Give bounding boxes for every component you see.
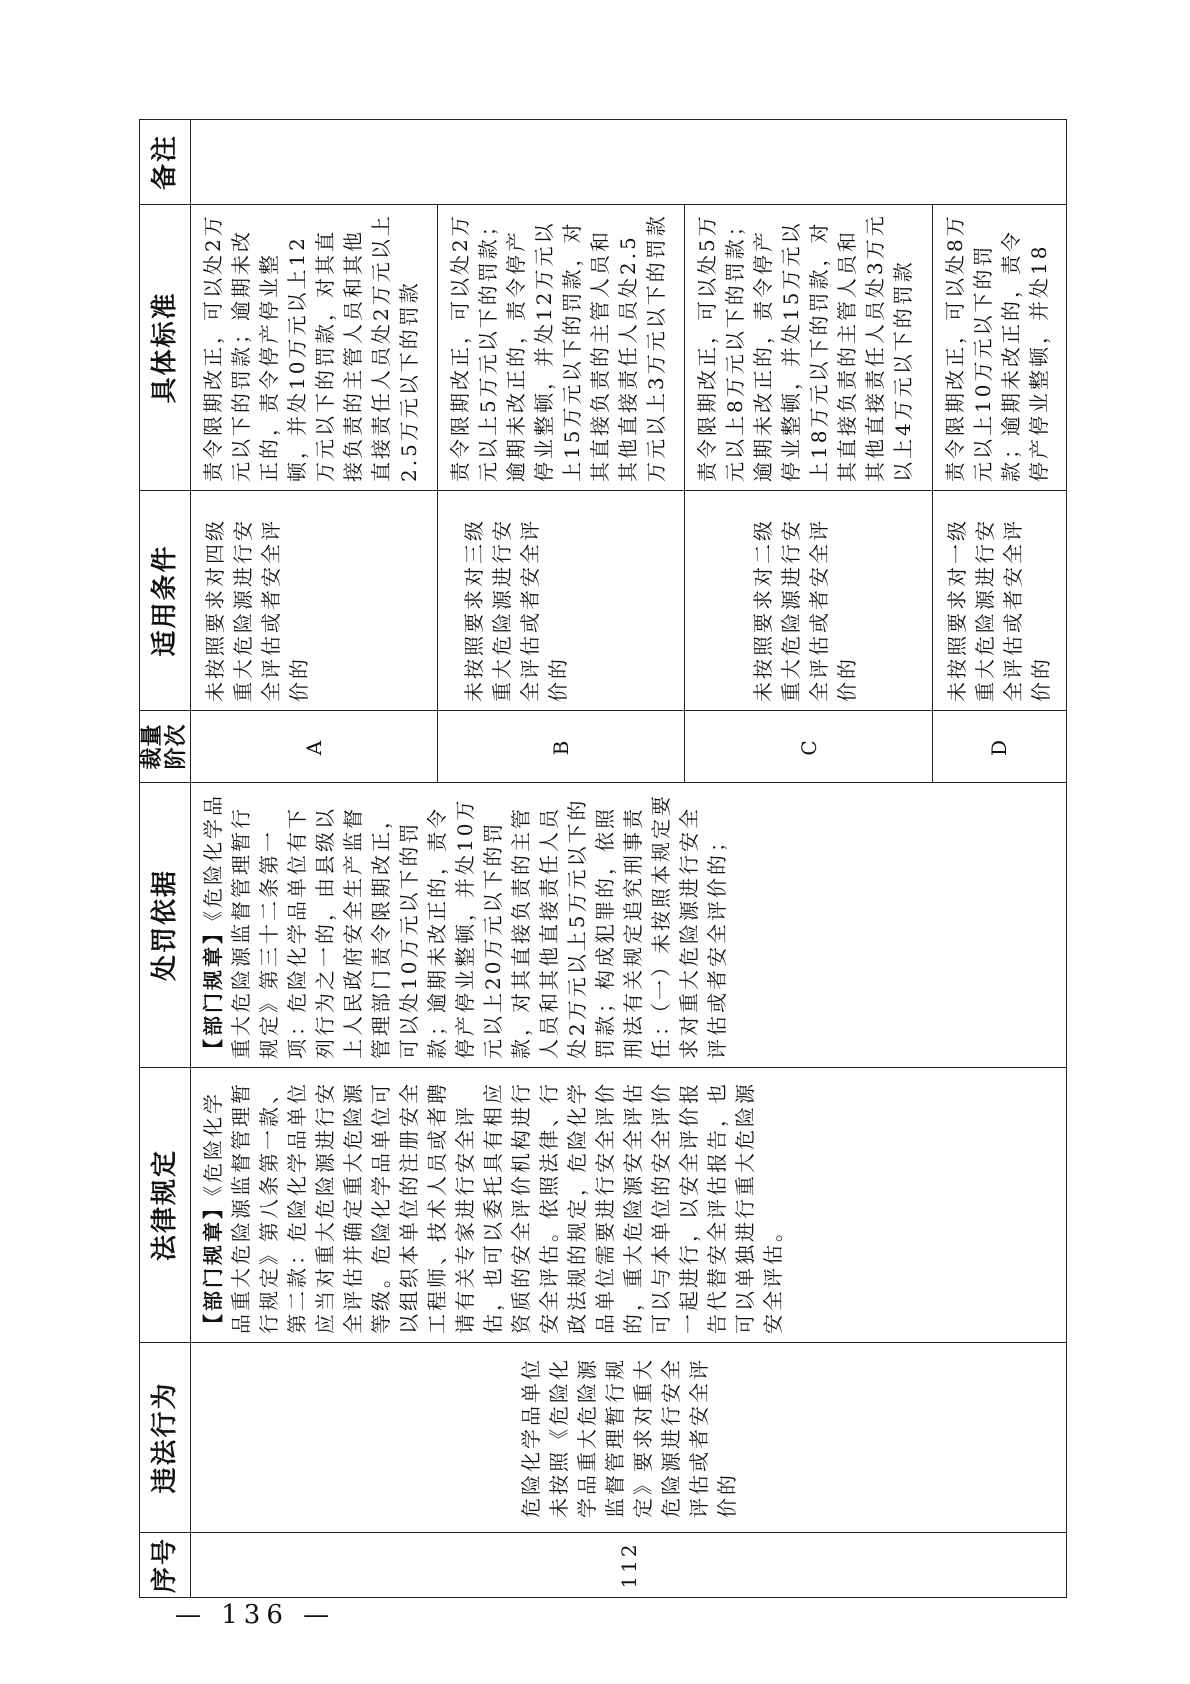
penalty-table <box>139 119 1067 1598</box>
cell-seq: 112 <box>191 1533 1067 1598</box>
cell-law: 【部门规章】《危险化学品重大危险源监督管理暂行规定》第八条第一款、第二款：危险化学品单位应当对重大危险源进行安全评估并确定重大危险源等级。危险化学品单位可以组织本单位的注册安全工程师、技术人员或者聘请有关专家进行安全评估，也可以委托具有相应资质的安全评价机构进行安全评估。依照法律、行政法规的规定，危险化学品单位需要进行安全评价的，重大危险源安全评估可以与本单位的安全评价一起进行，以安全评价报告代替安全评估报告，也可以单独进行重大危险源安全评估。 <box>191 1068 1067 1343</box>
std-b: 责令限期改正，可以处2万元以上5万元以下的罚款；逾期未改正的，责令停产停业整顿，并处12万元以上15万元以下的罚款，对其直接负责的主管人员和其他直接责任人员处2.5万元以上3万元以下的罚款 <box>438 205 685 491</box>
std-a: 责令限期改正，可以处2万元以下的罚款；逾期未改正的，责令停产停业整顿，并处10万元以上12万元以下的罚款，对其直接负责的主管人员和其他直接责任人员处2万元以上2.5万元以下的罚款 <box>191 205 438 491</box>
cond-a: 未按照要求对四级重大危险源进行安全评估或者安全评价的 <box>191 491 438 711</box>
std-c: 责令限期改正，可以处5万元以上8万元以下的罚款；逾期未改正的，责令停产停业整顿，并处15万元以上18万元以下的罚款，对其直接负责的主管人员和其他直接责任人员处3万元以上4万元以下的罚款 <box>685 205 932 491</box>
header-cond: 适用条件 <box>140 491 191 711</box>
cell-note <box>191 120 1067 205</box>
header-seq: 序号 <box>140 1533 191 1598</box>
cell-act: 危险化学品单位未按照《危险化学品重大危险源监督管理暂行规定》要求对重大危险源进行安全评估或者安全评价的 <box>191 1343 1067 1533</box>
cell-basis: 【部门规章】《危险化学品重大危险源监督管理暂行规定》第三十二条第一项：危险化学品单位有下列行为之一的，由县级以上人民政府安全生产监督管理部门责令限期改正，可以处10万元以下的罚款；逾期未改正的，责令停产停业整顿，并处10万元以上20万元以下的罚款，对其直接负责的主管人员和其他直接责任人员处2万元以上5万元以下的罚款；构成犯罪的，依照刑法有关规定追究刑事责任：（一）未按照本规定要求对重大危险源进行安全评估或者安全评价的； <box>191 783 1067 1068</box>
page-number: — 136 — <box>175 1600 336 1630</box>
level-d: D <box>932 711 1066 783</box>
cond-d: 未按照要求对一级重大危险源进行安全评估或者安全评价的 <box>932 491 1066 711</box>
header-std: 具体标准 <box>140 205 191 491</box>
header-basis: 处罚依据 <box>140 783 191 1068</box>
header-act: 违法行为 <box>140 1343 191 1533</box>
level-a: A <box>191 711 438 783</box>
rotated-table-page <box>139 120 1067 1598</box>
header-law: 法律规定 <box>140 1068 191 1343</box>
cond-b: 未按照要求对三级重大危险源进行安全评估或者安全评价的 <box>438 491 685 711</box>
level-c: C <box>685 711 932 783</box>
std-d: 责令限期改正，可以处8万元以上10万元以下的罚款；逾期未改正的，责令停产停业整顿，并处18 <box>932 205 1066 491</box>
cond-c: 未按照要求对二级重大危险源进行安全评估或者安全评价的 <box>685 491 932 711</box>
header-level: 裁量阶次 <box>140 711 191 783</box>
header-note: 备注 <box>140 120 191 205</box>
level-b: B <box>438 711 685 783</box>
